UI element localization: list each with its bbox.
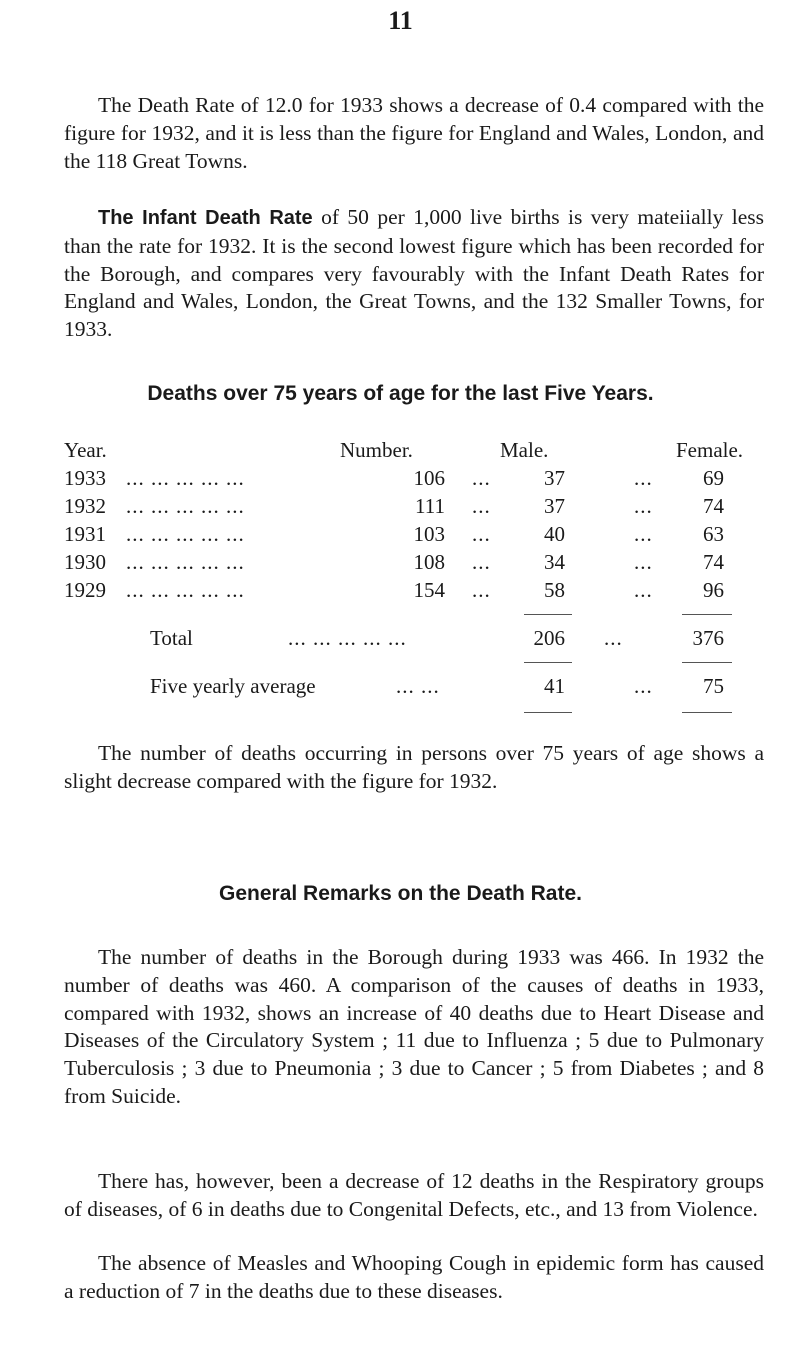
general-remarks-heading: General Remarks on the Death Rate. (219, 882, 582, 905)
over-75-summary-paragraph: The number of deaths occurring in persons over 75 years of age shows a slight decrease compared with the figure for 1932. (64, 741, 764, 793)
male-bottom-rule (524, 712, 572, 713)
causes-of-death-paragraph: The number of deaths in the Borough during 1933 was 466. In 1932 the number of deaths was 460. A comparison of the causes of deaths in 1933, compared with 1932, shows an increase of 40 deaths due to Heart Disease and Diseases of the Circulatory System ; 11 due to Influenza ; 5 due to Pulmonary Tuberculosis ; 3 due to Pneumonia ; 3 due to Cancer ; 5 from Diabetes ; and 8 from Suicide. (64, 945, 764, 1108)
page-number: 11 (388, 6, 413, 35)
dot-leader: ... (472, 578, 491, 602)
average-female: 75 (703, 674, 724, 698)
row-female: 96 (703, 578, 724, 602)
measles-paragraph: The absence of Measles and Whooping Cough in epidemic form has caused a reduction of 7 in the deaths due to these diseases. (64, 1251, 764, 1303)
dot-leader: ... ... ... ... ... (126, 522, 245, 546)
dot-leader: ... ... (396, 674, 440, 698)
row-number: 111 (415, 494, 445, 518)
row-male: 37 (544, 466, 565, 490)
dot-leader: ... ... ... ... ... (126, 578, 245, 602)
row-year: 1933 (64, 466, 106, 490)
average-label: Five yearly average (150, 674, 316, 698)
row-male: 37 (544, 494, 565, 518)
dot-leader: ... ... ... ... ... (288, 626, 407, 650)
infant-death-rate-lead: The Infant Death Rate (98, 207, 313, 229)
dot-leader: ... (634, 550, 653, 574)
dot-leader: ... ... ... ... ... (126, 550, 245, 574)
dot-leader: ... (604, 626, 623, 650)
deaths-over-75-heading: Deaths over 75 years of age for the last Five Years. (147, 382, 654, 405)
row-female: 63 (703, 522, 724, 546)
female-bottom-rule (682, 712, 732, 713)
header-male: Male. (500, 438, 549, 462)
row-male: 40 (544, 522, 565, 546)
infant-death-rate-paragraph (64, 204, 764, 344)
row-number: 154 (413, 578, 445, 602)
row-number: 108 (413, 550, 445, 574)
male-average-rule (524, 662, 572, 663)
average-male: 41 (544, 674, 565, 698)
row-male: 58 (544, 578, 565, 602)
dot-leader: ... (472, 466, 491, 490)
total-female: 376 (692, 626, 724, 650)
dot-leader: ... ... ... ... ... (126, 466, 245, 490)
row-number: 106 (413, 466, 445, 490)
dot-leader: ... (472, 550, 491, 574)
male-total-rule (524, 614, 572, 615)
dot-leader: ... ... ... ... ... (126, 494, 245, 518)
header-year: Year. (64, 438, 107, 462)
dot-leader: ... (472, 494, 491, 518)
row-year: 1932 (64, 494, 106, 518)
dot-leader: ... (634, 466, 653, 490)
header-female: Female. (676, 438, 744, 462)
row-female: 69 (703, 466, 724, 490)
row-female: 74 (703, 550, 724, 574)
row-year: 1929 (64, 578, 106, 602)
infant-death-rate-text: of 50 per 1,000 live births is very mateiially less than the rate for 1932. It is the second lowest figure which has been recorded for the Borough, and compares very favourably with the Infant Death Rates for England and Wales, London, the Great Towns, and the 132 Smaller Towns, for 1933. (64, 205, 764, 342)
row-year: 1931 (64, 522, 106, 546)
dot-leader: ... (634, 494, 653, 518)
header-number: Number. (340, 438, 413, 462)
decrease-paragraph: There has, however, been a decrease of 12 deaths in the Respiratory groups of diseases, of 6 in deaths due to Congenital Defects, etc., and 13 from Violence. (64, 1169, 764, 1221)
dot-leader: ... (634, 522, 653, 546)
total-label: Total (150, 626, 193, 650)
death-rate-paragraph: The Death Rate of 12.0 for 1933 shows a decrease of 0.4 compared with the figure for 1932, and it is less than the figure for England and Wales, London, and the 118 Great Towns. (64, 93, 764, 173)
total-male: 206 (533, 626, 565, 650)
female-total-rule (682, 614, 732, 615)
female-average-rule (682, 662, 732, 663)
dot-leader: ... (634, 578, 653, 602)
row-number: 103 (413, 522, 445, 546)
dot-leader: ... (472, 522, 491, 546)
row-year: 1930 (64, 550, 106, 574)
row-female: 74 (703, 494, 724, 518)
dot-leader: ... (634, 674, 653, 698)
row-male: 34 (544, 550, 565, 574)
